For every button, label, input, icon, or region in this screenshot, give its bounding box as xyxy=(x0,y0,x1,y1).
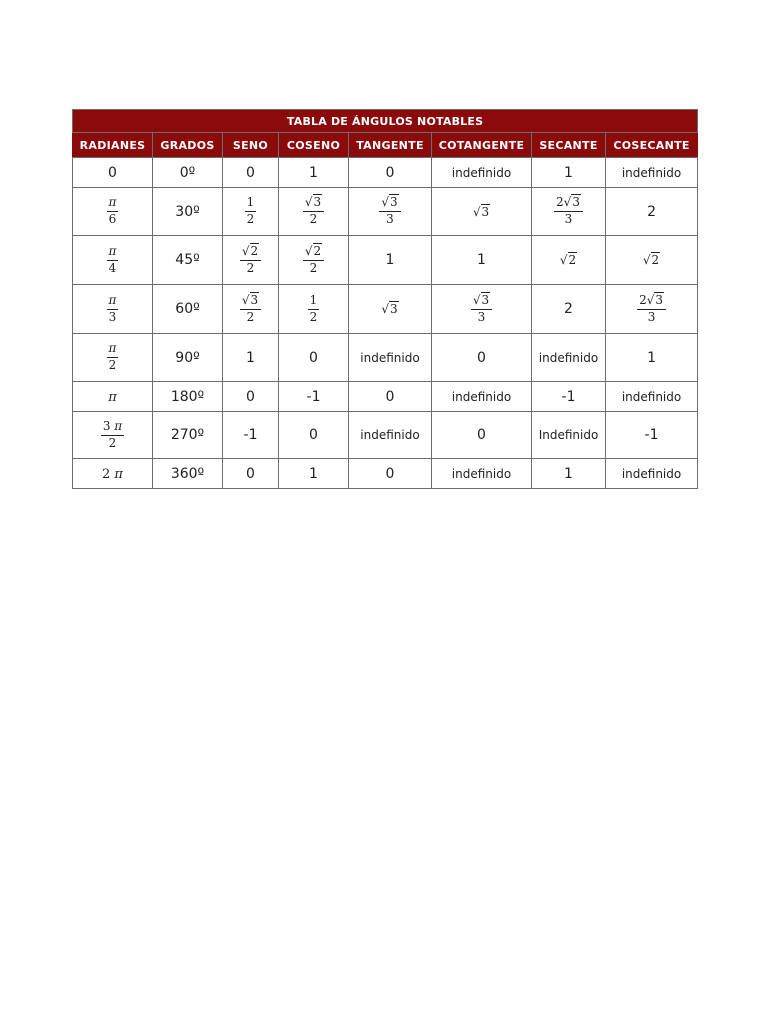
cell-seno xyxy=(223,285,279,334)
fraction-denominator: 3 xyxy=(108,309,117,324)
cell-secante: 2 xyxy=(532,285,606,334)
cell-cotangente: 1 xyxy=(432,236,532,285)
fraction-denominator: 3 xyxy=(386,212,394,226)
fraction-numerator xyxy=(471,294,492,310)
cell-cosecante: indefinido xyxy=(606,158,698,188)
cell-grados: 180º xyxy=(153,382,223,412)
square-root: 2√3 xyxy=(556,195,580,210)
fraction xyxy=(107,245,119,276)
fraction-numerator xyxy=(303,196,324,212)
fraction xyxy=(554,196,583,227)
cell-grados: 360º xyxy=(153,459,223,489)
cell-coseno: 0 xyxy=(279,334,349,382)
cell-radianes xyxy=(73,188,153,236)
fraction-denominator: 2 xyxy=(246,309,255,324)
square-root: √3 xyxy=(472,292,490,307)
fraction-numerator xyxy=(554,196,583,212)
cell-tangente: indefinido xyxy=(349,334,432,382)
fraction xyxy=(303,245,324,276)
fraction xyxy=(637,294,666,325)
root-expression xyxy=(560,252,577,268)
cell-secante: indefinido xyxy=(532,334,606,382)
table-body xyxy=(73,158,698,489)
square-root: √2 xyxy=(304,243,322,258)
fraction-denominator: 6 xyxy=(108,212,117,226)
cell-seno: 0 xyxy=(223,382,279,412)
column-header-tangente: TANGENTE xyxy=(349,133,432,158)
fraction-denominator: 2 xyxy=(309,212,318,226)
cell-grados: 45º xyxy=(153,236,223,285)
fraction-denominator: 2 xyxy=(309,260,318,275)
cell-radianes xyxy=(73,459,153,489)
fraction-denominator: 2 xyxy=(246,260,255,275)
table-row xyxy=(73,412,698,459)
fraction-denominator: 2 xyxy=(108,358,117,372)
table-row xyxy=(73,285,698,334)
cell-seno xyxy=(223,188,279,236)
cell-cotangente: indefinido xyxy=(432,158,532,188)
cell-coseno xyxy=(279,188,349,236)
cell-radianes xyxy=(73,382,153,412)
cell-grados: 90º xyxy=(153,334,223,382)
fraction-numerator xyxy=(303,245,324,261)
cell-cotangente: indefinido xyxy=(432,382,532,412)
fraction-denominator: 2 xyxy=(246,212,255,226)
cell-tangente xyxy=(349,285,432,334)
cell-coseno: 0 xyxy=(279,412,349,459)
cell-secante: Indefinido xyxy=(532,412,606,459)
table-row xyxy=(73,236,698,285)
table-row xyxy=(73,188,698,236)
table-title: TABLA DE ÁNGULOS NOTABLES xyxy=(73,110,698,133)
cell-seno: 0 xyxy=(223,459,279,489)
cell-cosecante: indefinido xyxy=(606,459,698,489)
cell-cosecante xyxy=(606,236,698,285)
fraction xyxy=(107,196,119,227)
column-header-coseno: COSENO xyxy=(279,133,349,158)
cell-radianes xyxy=(73,236,153,285)
cell-coseno: 1 xyxy=(279,158,349,188)
fraction-numerator xyxy=(240,245,261,261)
square-root: √3 xyxy=(472,204,490,219)
fraction xyxy=(107,294,119,325)
fraction xyxy=(308,294,320,325)
cell-grados: 30º xyxy=(153,188,223,236)
notable-angles-sheet xyxy=(72,109,697,489)
cell-cosecante: indefinido xyxy=(606,382,698,412)
fraction-denominator: 2 xyxy=(108,435,117,450)
fraction xyxy=(379,196,400,227)
cell-seno: -1 xyxy=(223,412,279,459)
column-header-grados: GRADOS xyxy=(153,133,223,158)
fraction-numerator: 3 π xyxy=(101,420,124,436)
cell-seno xyxy=(223,236,279,285)
fraction-denominator: 4 xyxy=(108,260,117,275)
table-row xyxy=(73,459,698,489)
cell-secante: 1 xyxy=(532,158,606,188)
cell-cotangente xyxy=(432,285,532,334)
square-root: √3 xyxy=(241,292,259,307)
column-header-radianes: RADIANES xyxy=(73,133,153,158)
column-header-secante: SECANTE xyxy=(532,133,606,158)
square-root: √3 xyxy=(304,195,322,210)
fraction-numerator xyxy=(637,294,666,310)
cell-cosecante xyxy=(606,285,698,334)
cell-secante: -1 xyxy=(532,382,606,412)
root-expression xyxy=(381,301,398,317)
root-expression xyxy=(473,204,490,220)
column-header-cosecante: COSECANTE xyxy=(606,133,698,158)
notable-angles-table xyxy=(72,109,698,489)
fraction-numerator: 1 xyxy=(245,196,257,212)
cell-cotangente xyxy=(432,188,532,236)
cell-seno: 1 xyxy=(223,334,279,382)
table-row xyxy=(73,158,698,188)
fraction xyxy=(107,342,119,373)
cell-radianes xyxy=(73,334,153,382)
cell-tangente xyxy=(349,188,432,236)
fraction-numerator: π xyxy=(107,342,119,358)
square-root: √2 xyxy=(241,243,259,258)
fraction-numerator xyxy=(240,294,261,310)
cell-tangente: 0 xyxy=(349,459,432,489)
cell-cosecante: 1 xyxy=(606,334,698,382)
fraction-denominator: 3 xyxy=(564,212,573,226)
pi-expression: 2 π xyxy=(102,466,123,482)
column-header-seno: SENO xyxy=(223,133,279,158)
column-header-row xyxy=(73,133,698,158)
cell-grados: 60º xyxy=(153,285,223,334)
cell-secante xyxy=(532,236,606,285)
fraction-denominator: 2 xyxy=(309,309,318,324)
cell-radianes xyxy=(73,285,153,334)
cell-tangente: 0 xyxy=(349,158,432,188)
fraction-denominator: 3 xyxy=(477,309,486,324)
fraction-numerator: 1 xyxy=(308,294,320,310)
cell-coseno xyxy=(279,236,349,285)
square-root: √2 xyxy=(642,253,660,267)
cell-tangente: 0 xyxy=(349,382,432,412)
root-expression xyxy=(643,252,660,268)
cell-secante: 1 xyxy=(532,459,606,489)
cell-cosecante: 2 xyxy=(606,188,698,236)
fraction xyxy=(240,294,261,325)
cell-cotangente: indefinido xyxy=(432,459,532,489)
fraction xyxy=(471,294,492,325)
cell-coseno: -1 xyxy=(279,382,349,412)
fraction xyxy=(101,420,124,451)
table-row xyxy=(73,382,698,412)
fraction xyxy=(240,245,261,276)
square-root: √3 xyxy=(381,195,398,210)
pi-expression: π xyxy=(108,389,117,405)
cell-coseno xyxy=(279,285,349,334)
table-title-row xyxy=(73,110,698,133)
fraction-denominator: 3 xyxy=(647,309,656,324)
table-row xyxy=(73,334,698,382)
square-root: √3 xyxy=(381,302,398,316)
column-header-cotangente: COTANGENTE xyxy=(432,133,532,158)
cell-cotangente: 0 xyxy=(432,334,532,382)
fraction-numerator xyxy=(379,196,400,212)
cell-tangente: indefinido xyxy=(349,412,432,459)
cell-secante xyxy=(532,188,606,236)
cell-coseno: 1 xyxy=(279,459,349,489)
square-root: √2 xyxy=(559,253,577,267)
square-root: 2√3 xyxy=(639,292,663,307)
cell-cotangente: 0 xyxy=(432,412,532,459)
fraction-numerator: π xyxy=(107,245,119,261)
fraction xyxy=(303,196,324,227)
cell-cosecante: -1 xyxy=(606,412,698,459)
cell-radianes: 0 xyxy=(73,158,153,188)
fraction-numerator: π xyxy=(107,294,119,310)
cell-grados: 270º xyxy=(153,412,223,459)
cell-tangente: 1 xyxy=(349,236,432,285)
cell-grados: 0º xyxy=(153,158,223,188)
cell-seno: 0 xyxy=(223,158,279,188)
cell-radianes xyxy=(73,412,153,459)
fraction xyxy=(245,196,257,227)
fraction-numerator: π xyxy=(107,196,119,212)
